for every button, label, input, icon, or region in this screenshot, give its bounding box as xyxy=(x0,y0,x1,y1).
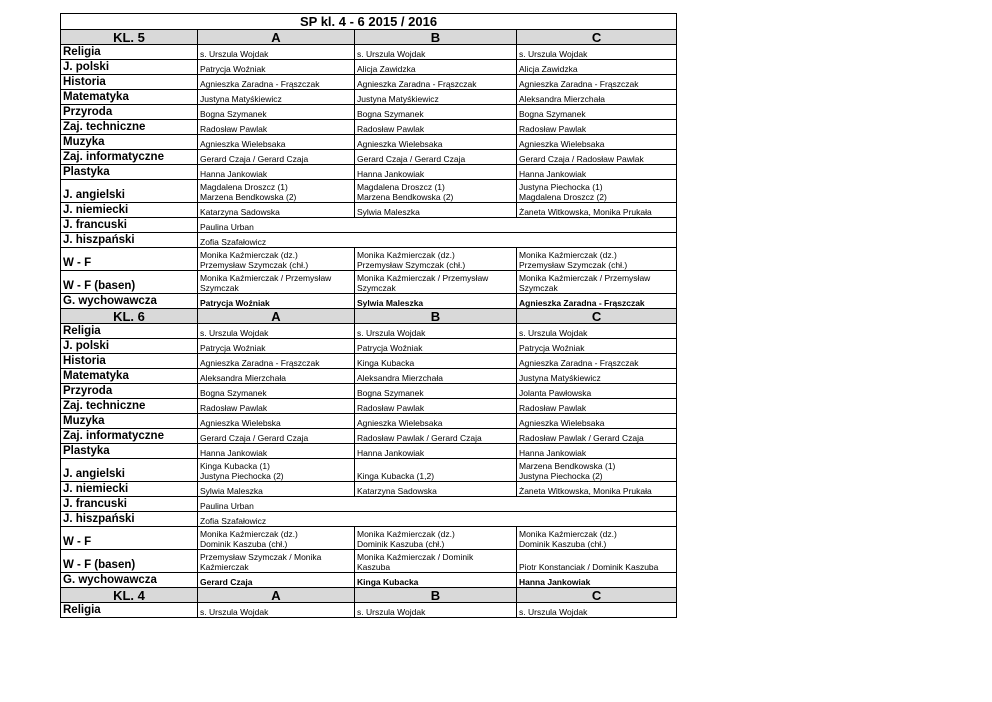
subject-row xyxy=(61,135,677,150)
teacher-cell-b xyxy=(355,90,517,105)
class-header-row xyxy=(61,30,677,45)
teacher-name: Paulina Urban xyxy=(200,222,254,232)
teacher-cell-b xyxy=(355,354,517,369)
section-a-header: A xyxy=(198,309,355,324)
teacher-name: Agnieszka Zaradna - Frąszczak xyxy=(357,79,477,89)
subject-name: J. niemiecki xyxy=(61,482,198,497)
teacher-name: Zofia Szafałowicz xyxy=(200,237,267,247)
teacher-name: Dominik Kaszuba (chł.) xyxy=(357,539,445,549)
subject-name: Zaj. techniczne xyxy=(61,120,198,135)
teacher-name: Alicja Zawidzka xyxy=(519,64,578,74)
teacher-name: Agnieszka Zaradna - Frąszczak xyxy=(519,79,639,89)
teacher-name: Kinga Kubacka (1,2) xyxy=(357,471,435,481)
teacher-cell-c xyxy=(517,105,677,120)
teacher-cell-b xyxy=(355,135,517,150)
teacher-name: Justyna Piechocka (1) xyxy=(519,182,603,192)
teacher-cell-b xyxy=(355,399,517,414)
subject-row xyxy=(61,60,677,75)
teacher-cell-a xyxy=(198,512,677,527)
teacher-name: Sylwia Maleszka xyxy=(357,298,424,308)
teacher-name: s. Urszula Wojdak xyxy=(519,328,588,338)
subject-name: Zaj. informatyczne xyxy=(61,150,198,165)
teacher-name: Gerard Czaja / Gerard Czaja xyxy=(200,154,309,164)
teacher-name: Agnieszka Wielebsaka xyxy=(357,139,443,149)
teacher-cell-b xyxy=(355,550,517,573)
section-c-header: C xyxy=(517,588,677,603)
teacher-name: Radosław Pawlak xyxy=(519,124,587,134)
teacher-name: s. Urszula Wojdak xyxy=(357,49,426,59)
teacher-cell-c xyxy=(517,324,677,339)
teacher-cell-b xyxy=(355,384,517,399)
section-c-header: C xyxy=(517,30,677,45)
teacher-cell-b xyxy=(355,369,517,384)
section-b-header: B xyxy=(355,30,517,45)
subject-row xyxy=(61,459,677,482)
teacher-name: Patrycja Woźniak xyxy=(519,343,585,353)
subject-name: G. wychowawcza xyxy=(61,573,198,588)
teacher-name: Monika Kaźmierczak / Przemysław xyxy=(200,273,332,283)
teacher-name: Bogna Szymanek xyxy=(519,109,586,119)
teacher-cell-b xyxy=(355,444,517,459)
teacher-name: Gerard Czaja / Gerard Czaja xyxy=(357,154,466,164)
teacher-cell-c xyxy=(517,384,677,399)
teacher-cell-a xyxy=(198,180,355,203)
subject-name: J. hiszpański xyxy=(61,512,198,527)
subject-name: Plastyka xyxy=(61,444,198,459)
teacher-cell-a xyxy=(198,135,355,150)
teacher-cell-b xyxy=(355,527,517,550)
teacher-cell-c xyxy=(517,180,677,203)
teacher-cell-a xyxy=(198,354,355,369)
teacher-cell-b xyxy=(355,603,517,618)
teacher-name: Monika Kaźmierczak (dz.) xyxy=(357,250,455,260)
teacher-name: Hanna Jankowiak xyxy=(200,169,268,179)
subject-row xyxy=(61,218,677,233)
teacher-cell-c xyxy=(517,354,677,369)
teacher-name: Hanna Jankowiak xyxy=(519,577,591,587)
teacher-cell-a xyxy=(198,248,355,271)
section-c-header: C xyxy=(517,309,677,324)
subject-row xyxy=(61,271,677,294)
teacher-cell-c xyxy=(517,135,677,150)
teacher-name: Justyna Matyśkiewicz xyxy=(200,94,282,104)
teacher-name: Magdalena Droszcz (2) xyxy=(519,192,607,202)
teacher-name: Agnieszka Zaradna - Frąszczak xyxy=(519,358,639,368)
subject-name: Religia xyxy=(61,324,198,339)
teacher-cell-c xyxy=(517,459,677,482)
teacher-cell-c xyxy=(517,482,677,497)
subject-name: Muzyka xyxy=(61,414,198,429)
teacher-cell-b xyxy=(355,271,517,294)
teacher-cell-b xyxy=(355,459,517,482)
teacher-name: Hanna Jankowiak xyxy=(519,448,587,458)
teacher-name: Katarzyna Sadowska xyxy=(357,486,437,496)
section-b-header: B xyxy=(355,588,517,603)
teacher-name: s. Urszula Wojdak xyxy=(357,328,426,338)
teacher-name: Radosław Pawlak / Gerard Czaja xyxy=(519,433,644,443)
teacher-cell-a xyxy=(198,233,677,248)
subject-name: J. francuski xyxy=(61,218,198,233)
subject-row xyxy=(61,105,677,120)
teacher-name: Agnieszka Wielebska xyxy=(200,418,281,428)
subject-name: Zaj. informatyczne xyxy=(61,429,198,444)
subject-row xyxy=(61,120,677,135)
teacher-cell-b xyxy=(355,150,517,165)
teacher-cell-a xyxy=(198,527,355,550)
teacher-name: Radosław Pawlak xyxy=(357,403,425,413)
subject-name: W - F xyxy=(61,527,198,550)
teacher-name: Kinga Kubacka xyxy=(357,577,419,587)
teacher-name: Żaneta Witkowska, Monika Prukała xyxy=(519,486,652,496)
teacher-name: Radosław Pawlak / Gerard Czaja xyxy=(357,433,482,443)
section-a-header: A xyxy=(198,30,355,45)
teacher-name: Patrycja Woźniak xyxy=(200,343,266,353)
teacher-name: s. Urszula Wojdak xyxy=(357,607,426,617)
teacher-cell-a xyxy=(198,497,677,512)
subject-name: J. francuski xyxy=(61,497,198,512)
teacher-cell-b xyxy=(355,482,517,497)
teacher-name: Marzena Bendkowska (2) xyxy=(200,192,297,202)
teacher-name: Agnieszka Wielebsaka xyxy=(519,139,605,149)
subject-row xyxy=(61,354,677,369)
teacher-cell-b xyxy=(355,294,517,309)
teacher-name: Przemysław Szymczak (chł.) xyxy=(200,260,309,270)
teacher-cell-c xyxy=(517,45,677,60)
teacher-name: Monika Kaźmierczak / Przemysław xyxy=(519,273,651,283)
subject-row xyxy=(61,90,677,105)
section-b-header: B xyxy=(355,309,517,324)
teacher-cell-a xyxy=(198,603,355,618)
teacher-cell-a xyxy=(198,482,355,497)
teacher-name: Patrycja Woźniak xyxy=(357,343,423,353)
teacher-name: Katarzyna Sadowska xyxy=(200,207,280,217)
subject-row xyxy=(61,550,677,573)
teacher-name: Dominik Kaszuba (chł.) xyxy=(519,539,607,549)
subject-row xyxy=(61,414,677,429)
teacher-name: Agnieszka Wielebsaka xyxy=(357,418,443,428)
subject-name: J. polski xyxy=(61,339,198,354)
teacher-name: Agnieszka Zaradna - Frąszczak xyxy=(519,298,645,308)
teacher-name: s. Urszula Wojdak xyxy=(200,49,269,59)
teacher-name: Aleksandra Mierzchała xyxy=(357,373,443,383)
subject-name: J. polski xyxy=(61,60,198,75)
teacher-name: Agnieszka Zaradna - Frąszczak xyxy=(200,358,320,368)
teacher-cell-a xyxy=(198,550,355,573)
teacher-name: Magdalena Droszcz (1) xyxy=(200,182,288,192)
teacher-name: Zofia Szafałowicz xyxy=(200,516,267,526)
teacher-name: Justyna Matyśkiewicz xyxy=(357,94,439,104)
subject-name: Religia xyxy=(61,603,198,618)
teacher-name: s. Urszula Wojdak xyxy=(200,328,269,338)
subject-name: Historia xyxy=(61,75,198,90)
teacher-name: Przemysław Szymczak (chł.) xyxy=(357,260,466,270)
subject-row xyxy=(61,384,677,399)
teacher-name: Szymczak xyxy=(200,283,239,293)
teacher-name: s. Urszula Wojdak xyxy=(200,607,269,617)
teacher-name: Hanna Jankowiak xyxy=(200,448,268,458)
teacher-name: Sylwia Maleszka xyxy=(357,207,420,217)
subject-row xyxy=(61,75,677,90)
teacher-cell-b xyxy=(355,120,517,135)
teacher-name: Justyna Matyśkiewicz xyxy=(519,373,601,383)
teacher-name: Agnieszka Wielebsaka xyxy=(519,418,605,428)
teacher-name: Gerard Czaja / Radosław Pawlak xyxy=(519,154,644,164)
teacher-cell-c xyxy=(517,399,677,414)
subject-row xyxy=(61,324,677,339)
subject-name: Muzyka xyxy=(61,135,198,150)
teacher-cell-a xyxy=(198,105,355,120)
subject-row xyxy=(61,527,677,550)
teacher-name: Bogna Szymanek xyxy=(357,109,424,119)
subject-name: Przyroda xyxy=(61,384,198,399)
teacher-name: Radosław Pawlak xyxy=(357,124,425,134)
teacher-cell-b xyxy=(355,339,517,354)
teacher-name: s. Urszula Wojdak xyxy=(519,607,588,617)
teacher-cell-c xyxy=(517,444,677,459)
teacher-name: Przemysław Szymczak / Monika xyxy=(200,552,322,562)
teacher-name: s. Urszula Wojdak xyxy=(519,49,588,59)
teacher-cell-c xyxy=(517,203,677,218)
teacher-cell-c xyxy=(517,90,677,105)
teacher-cell-c xyxy=(517,339,677,354)
teacher-cell-c xyxy=(517,120,677,135)
subject-row xyxy=(61,339,677,354)
teacher-cell-b xyxy=(355,75,517,90)
teacher-name: Jolanta Pawłowska xyxy=(519,388,592,398)
title-row xyxy=(61,14,677,30)
teacher-name: Aleksandra Mierzchała xyxy=(519,94,605,104)
subject-row xyxy=(61,573,677,588)
teacher-name: Hanna Jankowiak xyxy=(357,169,425,179)
teacher-cell-b xyxy=(355,203,517,218)
teacher-cell-a xyxy=(198,203,355,218)
teacher-cell-c xyxy=(517,573,677,588)
teacher-cell-a xyxy=(198,384,355,399)
teacher-name: Hanna Jankowiak xyxy=(357,448,425,458)
teacher-name: Żaneta Witkowska, Monika Prukała xyxy=(519,207,652,217)
subject-row xyxy=(61,294,677,309)
teacher-name: Gerard Czaja xyxy=(200,577,253,587)
teacher-cell-a xyxy=(198,369,355,384)
teacher-cell-a xyxy=(198,324,355,339)
subject-row xyxy=(61,369,677,384)
teacher-assignment-table xyxy=(60,13,677,618)
teacher-cell-b xyxy=(355,248,517,271)
teacher-name: Kinga Kubacka xyxy=(357,358,415,368)
teacher-name: Marzena Bendkowska (1) xyxy=(519,461,616,471)
subject-row xyxy=(61,233,677,248)
subject-name: Matematyka xyxy=(61,90,198,105)
sheet-title: SP kl. 4 - 6 2015 / 2016 xyxy=(61,14,677,30)
teacher-cell-c xyxy=(517,294,677,309)
teacher-name: Justyna Piechocka (2) xyxy=(519,471,603,481)
subject-row xyxy=(61,429,677,444)
teacher-cell-c xyxy=(517,150,677,165)
teacher-name: Monika Kaźmierczak (dz.) xyxy=(200,529,298,539)
teacher-cell-c xyxy=(517,429,677,444)
teacher-name: Magdalena Droszcz (1) xyxy=(357,182,445,192)
teacher-name: Patrycja Woźniak xyxy=(200,64,266,74)
teacher-cell-c xyxy=(517,550,677,573)
teacher-name: Piotr Konstanciak / Dominik Kaszuba xyxy=(519,562,659,572)
subject-row xyxy=(61,399,677,414)
teacher-name: Szymczak xyxy=(357,283,396,293)
teacher-cell-c xyxy=(517,369,677,384)
section-a-header: A xyxy=(198,588,355,603)
class-label: KL. 5 xyxy=(61,30,198,45)
teacher-name: Bogna Szymanek xyxy=(357,388,424,398)
subject-name: Przyroda xyxy=(61,105,198,120)
teacher-name: Patrycja Woźniak xyxy=(200,298,270,308)
subject-row xyxy=(61,203,677,218)
teacher-cell-c xyxy=(517,271,677,294)
teacher-name: Agnieszka Wielebsaka xyxy=(200,139,286,149)
teacher-name: Paulina Urban xyxy=(200,501,254,511)
teacher-cell-c xyxy=(517,248,677,271)
teacher-cell-a xyxy=(198,218,677,233)
subject-name: W - F xyxy=(61,248,198,271)
subject-row xyxy=(61,482,677,497)
teacher-cell-a xyxy=(198,75,355,90)
teacher-cell-c xyxy=(517,60,677,75)
teacher-cell-c xyxy=(517,75,677,90)
subject-name: W - F (basen) xyxy=(61,550,198,573)
teacher-name: Szymczak xyxy=(519,283,558,293)
subject-row xyxy=(61,180,677,203)
teacher-cell-b xyxy=(355,429,517,444)
teacher-cell-c xyxy=(517,527,677,550)
teacher-name: Monika Kaźmierczak (dz.) xyxy=(357,529,455,539)
teacher-cell-c xyxy=(517,414,677,429)
teacher-cell-b xyxy=(355,180,517,203)
teacher-cell-a xyxy=(198,459,355,482)
subject-name: W - F (basen) xyxy=(61,271,198,294)
teacher-name: Radosław Pawlak xyxy=(200,124,268,134)
teacher-cell-a xyxy=(198,165,355,180)
subject-row xyxy=(61,444,677,459)
teacher-name: Radosław Pawlak xyxy=(200,403,268,413)
teacher-name: Alicja Zawidzka xyxy=(357,64,416,74)
teacher-name: Aleksandra Mierzchała xyxy=(200,373,286,383)
teacher-name: Bogna Szymanek xyxy=(200,109,267,119)
teacher-cell-b xyxy=(355,165,517,180)
teacher-cell-b xyxy=(355,45,517,60)
teacher-name: Hanna Jankowiak xyxy=(519,169,587,179)
subject-row xyxy=(61,165,677,180)
teacher-cell-a xyxy=(198,399,355,414)
teacher-name: Kaszuba xyxy=(357,562,391,572)
teacher-cell-a xyxy=(198,150,355,165)
teacher-cell-a xyxy=(198,60,355,75)
teacher-name: Kaźmierczak xyxy=(200,562,249,572)
subject-name: Plastyka xyxy=(61,165,198,180)
subject-row xyxy=(61,248,677,271)
teacher-cell-a xyxy=(198,414,355,429)
teacher-cell-b xyxy=(355,414,517,429)
subject-row xyxy=(61,603,677,618)
teacher-cell-a xyxy=(198,339,355,354)
teacher-name: Przemysław Szymczak (chł.) xyxy=(519,260,628,270)
teacher-cell-a xyxy=(198,429,355,444)
teacher-cell-b xyxy=(355,573,517,588)
teacher-name: Sylwia Maleszka xyxy=(200,486,263,496)
teacher-cell-a xyxy=(198,271,355,294)
class-label: KL. 4 xyxy=(61,588,198,603)
teacher-cell-b xyxy=(355,105,517,120)
subject-name: Zaj. techniczne xyxy=(61,399,198,414)
subject-name: Matematyka xyxy=(61,369,198,384)
teacher-cell-a xyxy=(198,120,355,135)
teacher-name: Monika Kaźmierczak (dz.) xyxy=(519,529,617,539)
teacher-name: Bogna Szymanek xyxy=(200,388,267,398)
subject-name: Religia xyxy=(61,45,198,60)
class-header-row xyxy=(61,309,677,324)
teacher-name: Gerard Czaja / Gerard Czaja xyxy=(200,433,309,443)
teacher-name: Monika Kaźmierczak (dz.) xyxy=(519,250,617,260)
subject-row xyxy=(61,497,677,512)
teacher-cell-a xyxy=(198,573,355,588)
teacher-cell-a xyxy=(198,444,355,459)
subject-name: Historia xyxy=(61,354,198,369)
teacher-cell-a xyxy=(198,294,355,309)
teacher-name: Kinga Kubacka (1) xyxy=(200,461,270,471)
subject-name: G. wychowawcza xyxy=(61,294,198,309)
subject-name: J. niemiecki xyxy=(61,203,198,218)
teacher-name: Radosław Pawlak xyxy=(519,403,587,413)
teacher-name: Justyna Piechocka (2) xyxy=(200,471,284,481)
teacher-name: Dominik Kaszuba (chł.) xyxy=(200,539,288,549)
subject-name: J. hiszpański xyxy=(61,233,198,248)
teacher-name: Monika Kaźmierczak / Dominik xyxy=(357,552,474,562)
teacher-cell-c xyxy=(517,603,677,618)
teacher-name: Marzena Bendkowska (2) xyxy=(357,192,454,202)
teacher-cell-a xyxy=(198,90,355,105)
subject-row xyxy=(61,45,677,60)
teacher-cell-a xyxy=(198,45,355,60)
teacher-name: Monika Kaźmierczak (dz.) xyxy=(200,250,298,260)
teacher-cell-c xyxy=(517,165,677,180)
subject-row xyxy=(61,150,677,165)
teacher-cell-b xyxy=(355,60,517,75)
subject-name: J. angielski xyxy=(61,459,198,482)
class-header-row xyxy=(61,588,677,603)
subject-row xyxy=(61,512,677,527)
teacher-name: Agnieszka Zaradna - Frąszczak xyxy=(200,79,320,89)
class-label: KL. 6 xyxy=(61,309,198,324)
teacher-cell-b xyxy=(355,324,517,339)
subject-name: J. angielski xyxy=(61,180,198,203)
teacher-name: Monika Kaźmierczak / Przemysław xyxy=(357,273,489,283)
